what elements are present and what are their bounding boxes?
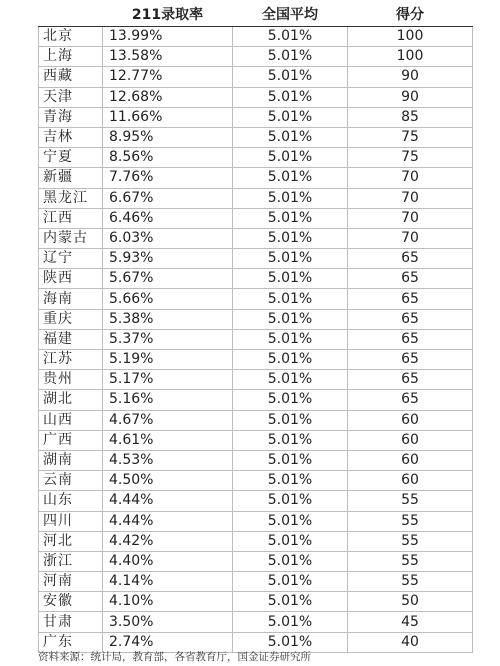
rate-cell: 8.95%	[103, 127, 233, 147]
score-cell: 40	[348, 632, 473, 652]
province-cell: 宁夏	[39, 148, 103, 168]
national-average-cell: 5.01%	[233, 249, 348, 269]
national-average-cell: 5.01%	[233, 370, 348, 390]
province-cell: 安徽	[39, 592, 103, 612]
score-cell: 60	[348, 410, 473, 430]
score-cell: 45	[348, 612, 473, 632]
national-average-cell: 5.01%	[233, 430, 348, 450]
national-average-cell: 5.01%	[233, 551, 348, 571]
score-cell: 75	[348, 127, 473, 147]
header-national-average: 全国平均	[233, 4, 348, 27]
province-cell: 陕西	[39, 269, 103, 289]
national-average-cell: 5.01%	[233, 188, 348, 208]
rate-cell: 5.16%	[103, 390, 233, 410]
score-cell: 65	[348, 370, 473, 390]
table-row	[39, 471, 473, 491]
province-cell: 甘肃	[39, 612, 103, 632]
table-row	[39, 27, 473, 47]
rate-cell: 6.67%	[103, 188, 233, 208]
score-cell: 65	[348, 350, 473, 370]
rate-cell: 2.74%	[103, 632, 233, 652]
rate-cell: 4.53%	[103, 450, 233, 470]
rate-cell: 3.50%	[103, 612, 233, 632]
national-average-cell: 5.01%	[233, 531, 348, 551]
province-cell: 江西	[39, 208, 103, 228]
score-cell: 70	[348, 188, 473, 208]
national-average-cell: 5.01%	[233, 612, 348, 632]
rate-cell: 12.77%	[103, 67, 233, 87]
rate-cell: 11.66%	[103, 107, 233, 127]
province-cell: 广西	[39, 430, 103, 450]
score-cell: 70	[348, 228, 473, 248]
province-cell: 内蒙古	[39, 228, 103, 248]
table-row	[39, 289, 473, 309]
rate-cell: 7.76%	[103, 168, 233, 188]
header-211-rate: 211录取率	[103, 4, 233, 27]
table-row	[39, 269, 473, 289]
score-cell: 75	[348, 148, 473, 168]
rate-cell: 6.03%	[103, 228, 233, 248]
rate-cell: 5.93%	[103, 249, 233, 269]
score-cell: 55	[348, 551, 473, 571]
national-average-cell: 5.01%	[233, 471, 348, 491]
province-cell: 广东	[39, 632, 103, 652]
rate-cell: 4.40%	[103, 551, 233, 571]
province-cell: 重庆	[39, 309, 103, 329]
score-cell: 100	[348, 47, 473, 67]
national-average-cell: 5.01%	[233, 450, 348, 470]
province-cell: 北京	[39, 27, 103, 47]
province-cell: 河南	[39, 572, 103, 592]
rate-cell: 4.14%	[103, 572, 233, 592]
table-body	[39, 27, 473, 653]
score-cell: 60	[348, 450, 473, 470]
source-note: 资料来源：统计局，教育部，各省教育厅，国金证券研究所	[38, 651, 311, 663]
province-cell: 浙江	[39, 551, 103, 571]
table-row	[39, 390, 473, 410]
table-row	[39, 148, 473, 168]
province-cell: 云南	[39, 471, 103, 491]
score-cell: 65	[348, 249, 473, 269]
table-header	[39, 4, 473, 27]
province-cell: 山东	[39, 491, 103, 511]
rate-cell: 5.38%	[103, 309, 233, 329]
rate-cell: 4.67%	[103, 410, 233, 430]
score-cell: 65	[348, 329, 473, 349]
national-average-cell: 5.01%	[233, 350, 348, 370]
national-average-cell: 5.01%	[233, 511, 348, 531]
table-row	[39, 47, 473, 67]
national-average-cell: 5.01%	[233, 87, 348, 107]
province-cell: 吉林	[39, 127, 103, 147]
score-cell: 70	[348, 168, 473, 188]
score-cell: 50	[348, 592, 473, 612]
rate-cell: 8.56%	[103, 148, 233, 168]
score-cell: 100	[348, 27, 473, 47]
table-row	[39, 249, 473, 269]
national-average-cell: 5.01%	[233, 269, 348, 289]
province-cell: 辽宁	[39, 249, 103, 269]
rate-cell: 4.42%	[103, 531, 233, 551]
rate-cell: 12.68%	[103, 87, 233, 107]
rate-cell: 4.44%	[103, 511, 233, 531]
rate-cell: 5.17%	[103, 370, 233, 390]
province-cell: 西藏	[39, 67, 103, 87]
national-average-cell: 5.01%	[233, 329, 348, 349]
table-row	[39, 329, 473, 349]
national-average-cell: 5.01%	[233, 592, 348, 612]
national-average-cell: 5.01%	[233, 168, 348, 188]
score-cell: 65	[348, 309, 473, 329]
national-average-cell: 5.01%	[233, 107, 348, 127]
rate-cell: 4.10%	[103, 592, 233, 612]
table-row	[39, 511, 473, 531]
rate-cell: 13.58%	[103, 47, 233, 67]
score-cell: 85	[348, 107, 473, 127]
province-cell: 山西	[39, 410, 103, 430]
header-province	[39, 4, 103, 27]
province-cell: 新疆	[39, 168, 103, 188]
score-cell: 65	[348, 289, 473, 309]
table-row	[39, 450, 473, 470]
national-average-cell: 5.01%	[233, 390, 348, 410]
province-cell: 天津	[39, 87, 103, 107]
table-row	[39, 572, 473, 592]
national-average-cell: 5.01%	[233, 410, 348, 430]
table-row	[39, 127, 473, 147]
rate-cell: 5.67%	[103, 269, 233, 289]
national-average-cell: 5.01%	[233, 47, 348, 67]
table-row	[39, 168, 473, 188]
score-cell: 60	[348, 471, 473, 491]
province-cell: 湖北	[39, 390, 103, 410]
province-cell: 上海	[39, 47, 103, 67]
national-average-cell: 5.01%	[233, 632, 348, 652]
table-row	[39, 592, 473, 612]
province-cell: 贵州	[39, 370, 103, 390]
national-average-cell: 5.01%	[233, 228, 348, 248]
admission-rate-table	[38, 4, 473, 653]
table-row	[39, 107, 473, 127]
table-row	[39, 67, 473, 87]
national-average-cell: 5.01%	[233, 309, 348, 329]
table-row	[39, 188, 473, 208]
province-cell: 黑龙江	[39, 188, 103, 208]
rate-cell: 5.37%	[103, 329, 233, 349]
rate-cell: 4.44%	[103, 491, 233, 511]
national-average-cell: 5.01%	[233, 208, 348, 228]
score-cell: 55	[348, 531, 473, 551]
province-cell: 湖南	[39, 450, 103, 470]
table-row	[39, 491, 473, 511]
header-score: 得分	[348, 4, 473, 27]
table-row	[39, 228, 473, 248]
score-cell: 90	[348, 87, 473, 107]
score-cell: 65	[348, 390, 473, 410]
national-average-cell: 5.01%	[233, 148, 348, 168]
table-row	[39, 531, 473, 551]
national-average-cell: 5.01%	[233, 27, 348, 47]
province-cell: 福建	[39, 329, 103, 349]
table-row	[39, 551, 473, 571]
rate-cell: 6.46%	[103, 208, 233, 228]
score-cell: 55	[348, 572, 473, 592]
province-cell: 海南	[39, 289, 103, 309]
national-average-cell: 5.01%	[233, 491, 348, 511]
national-average-cell: 5.01%	[233, 572, 348, 592]
province-cell: 河北	[39, 531, 103, 551]
table-row	[39, 309, 473, 329]
table-row	[39, 370, 473, 390]
national-average-cell: 5.01%	[233, 289, 348, 309]
score-cell: 65	[348, 269, 473, 289]
score-cell: 55	[348, 491, 473, 511]
rate-cell: 4.50%	[103, 471, 233, 491]
rate-cell: 13.99%	[103, 27, 233, 47]
table-row	[39, 87, 473, 107]
header-row	[39, 4, 473, 27]
table-row	[39, 410, 473, 430]
national-average-cell: 5.01%	[233, 67, 348, 87]
table-row	[39, 612, 473, 632]
table-row	[39, 430, 473, 450]
score-cell: 60	[348, 430, 473, 450]
rate-cell: 5.66%	[103, 289, 233, 309]
rate-cell: 5.19%	[103, 350, 233, 370]
rate-cell: 4.61%	[103, 430, 233, 450]
province-cell: 江苏	[39, 350, 103, 370]
province-cell: 四川	[39, 511, 103, 531]
national-average-cell: 5.01%	[233, 127, 348, 147]
table-row	[39, 350, 473, 370]
province-cell: 青海	[39, 107, 103, 127]
score-cell: 70	[348, 208, 473, 228]
score-cell: 55	[348, 511, 473, 531]
score-cell: 90	[348, 67, 473, 87]
table-row	[39, 208, 473, 228]
